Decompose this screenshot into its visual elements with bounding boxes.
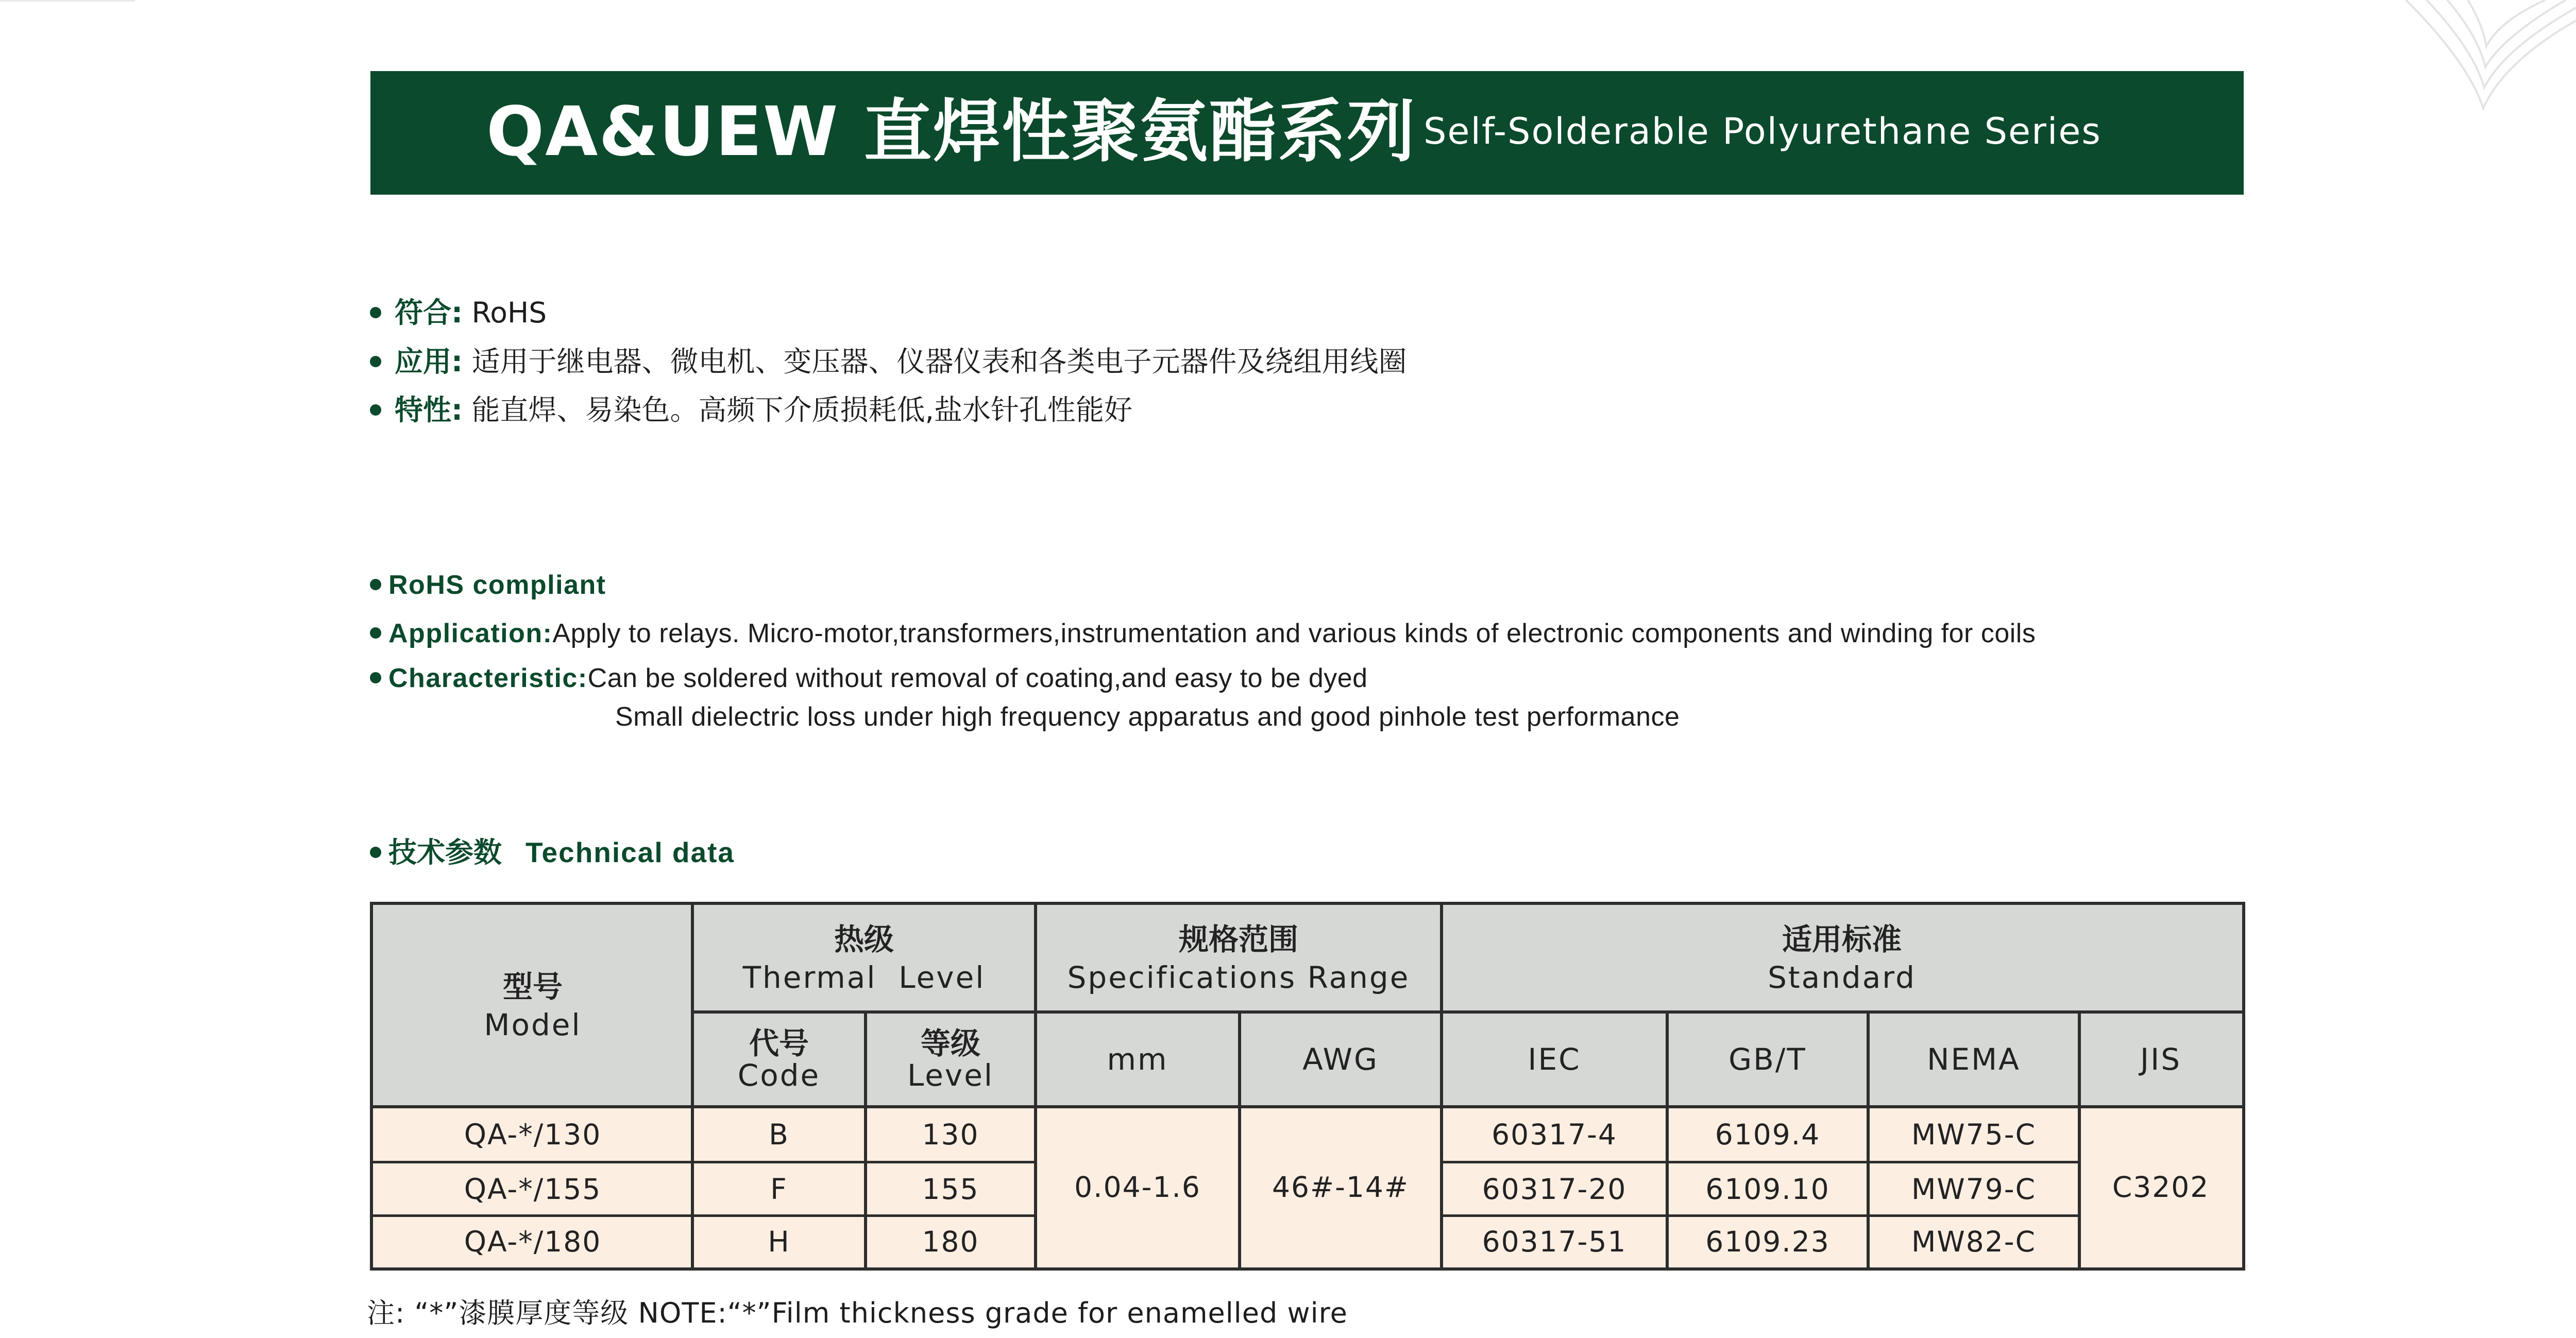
top-edge-line bbox=[0, 0, 135, 2]
bullet-icon bbox=[370, 672, 381, 683]
feature-en-characteristic: Characteristic:Can be soldered without removal of coating,and easy to be dyed bbox=[370, 662, 1368, 695]
grid-line bbox=[1867, 1012, 1870, 1267]
table-cell-model: QA-*/130 bbox=[373, 1107, 692, 1162]
header-iec: IEC bbox=[1528, 1042, 1581, 1077]
table-cell-nema: MW79-C bbox=[1868, 1162, 2079, 1216]
table-cell-code: B bbox=[692, 1107, 866, 1162]
table-cell-nema: MW75-C bbox=[1868, 1107, 2079, 1162]
bullet-icon bbox=[370, 847, 381, 858]
header-model: 型号 Model bbox=[484, 969, 582, 1042]
table-cell-level: 180 bbox=[866, 1216, 1036, 1267]
grid-line bbox=[2078, 1012, 2081, 1267]
table-cell-mm-range: 0.04-1.6 bbox=[1036, 1107, 1240, 1267]
header-thermal-level: 热级 Thermal Level bbox=[742, 922, 986, 995]
header-code: 代号 Code bbox=[737, 1026, 821, 1093]
grid-line bbox=[373, 1161, 1036, 1163]
title-cn: QA&UEW 直焊性聚氨酯系列 bbox=[486, 92, 1416, 171]
bullet-icon bbox=[370, 307, 381, 318]
header-awg: AWG bbox=[1302, 1042, 1379, 1077]
feature-en-characteristic-line2: Small dielectric loss under high frequency apparatus and good pinhole test performance bbox=[615, 702, 1680, 732]
technical-data-table bbox=[370, 902, 2245, 1271]
feature-cn-application: 应用: 适用于继电器、微电机、变压器、仪器仪表和各类电子元器件及绕组用线圈 bbox=[370, 345, 1407, 378]
title-banner bbox=[370, 71, 2244, 195]
table-cell-code: H bbox=[692, 1216, 866, 1267]
header-standard: 适用标准 Standard bbox=[1768, 922, 1916, 995]
grid-line bbox=[864, 1012, 867, 1267]
grid-line bbox=[1034, 905, 1037, 1267]
header-mm: mm bbox=[1107, 1042, 1168, 1077]
corner-arc-ornament bbox=[2349, 0, 2576, 118]
feature-cn-rohs: 符合: RoHS bbox=[370, 296, 547, 329]
table-cell-model: QA-*/180 bbox=[373, 1216, 692, 1267]
section-title: 技术参数 Technical data bbox=[370, 836, 735, 869]
table-cell-level: 155 bbox=[866, 1162, 1036, 1216]
grid-line bbox=[1442, 1214, 2079, 1217]
feature-en-application: Application:Apply to relays. Micro-motor,transformers,instrumentation and various kinds of electronic components and winding for coils bbox=[370, 617, 2036, 650]
table-cell-jis: C3202 bbox=[2079, 1107, 2242, 1267]
header-nema: NEMA bbox=[1927, 1042, 2021, 1077]
header-gbt: GB/T bbox=[1728, 1042, 1807, 1077]
table-cell-level: 130 bbox=[866, 1107, 1036, 1162]
table-cell-gbt: 6109.10 bbox=[1667, 1162, 1868, 1216]
table-cell-iec: 60317-20 bbox=[1442, 1162, 1667, 1216]
grid-line bbox=[1442, 1161, 2079, 1163]
title-en: Self-Solderable Polyurethane Series bbox=[1423, 110, 2102, 152]
table-cell-code: F bbox=[692, 1162, 866, 1216]
grid-line bbox=[1440, 905, 1443, 1267]
table-cell-iec: 60317-51 bbox=[1442, 1216, 1667, 1267]
header-jis: JIS bbox=[2140, 1042, 2182, 1077]
table-cell-gbt: 6109.4 bbox=[1667, 1107, 1868, 1162]
bullet-icon bbox=[370, 356, 381, 367]
header-level: 等级 Level bbox=[907, 1026, 994, 1093]
table-cell-iec: 60317-4 bbox=[1442, 1107, 1667, 1162]
grid-line bbox=[692, 1010, 2242, 1014]
bullet-icon bbox=[370, 627, 381, 639]
grid-line bbox=[691, 905, 694, 1267]
feature-en-rohs: RoHS compliant bbox=[370, 569, 606, 602]
table-cell-awg-range: 46#-14# bbox=[1240, 1107, 1442, 1267]
header-spec-range: 规格范围 Specifications Range bbox=[1067, 922, 1410, 995]
table-cell-gbt: 6109.23 bbox=[1667, 1216, 1868, 1267]
grid-line bbox=[1666, 1012, 1669, 1267]
bullet-icon bbox=[370, 404, 381, 416]
table-cell-model: QA-*/155 bbox=[373, 1162, 692, 1216]
feature-cn-characteristic: 特性: 能直焊、易染色。高频下介质损耗低,盐水针孔性能好 bbox=[370, 393, 1132, 426]
table-cell-nema: MW82-C bbox=[1868, 1216, 2079, 1267]
bullet-icon bbox=[370, 579, 381, 590]
grid-line bbox=[373, 1105, 2242, 1108]
grid-line bbox=[1238, 1012, 1241, 1267]
grid-line bbox=[373, 1214, 1036, 1217]
footnote: 注: “*”漆膜厚度等级 NOTE:“*”Film thickness grade for enamelled wire bbox=[367, 1297, 1348, 1329]
